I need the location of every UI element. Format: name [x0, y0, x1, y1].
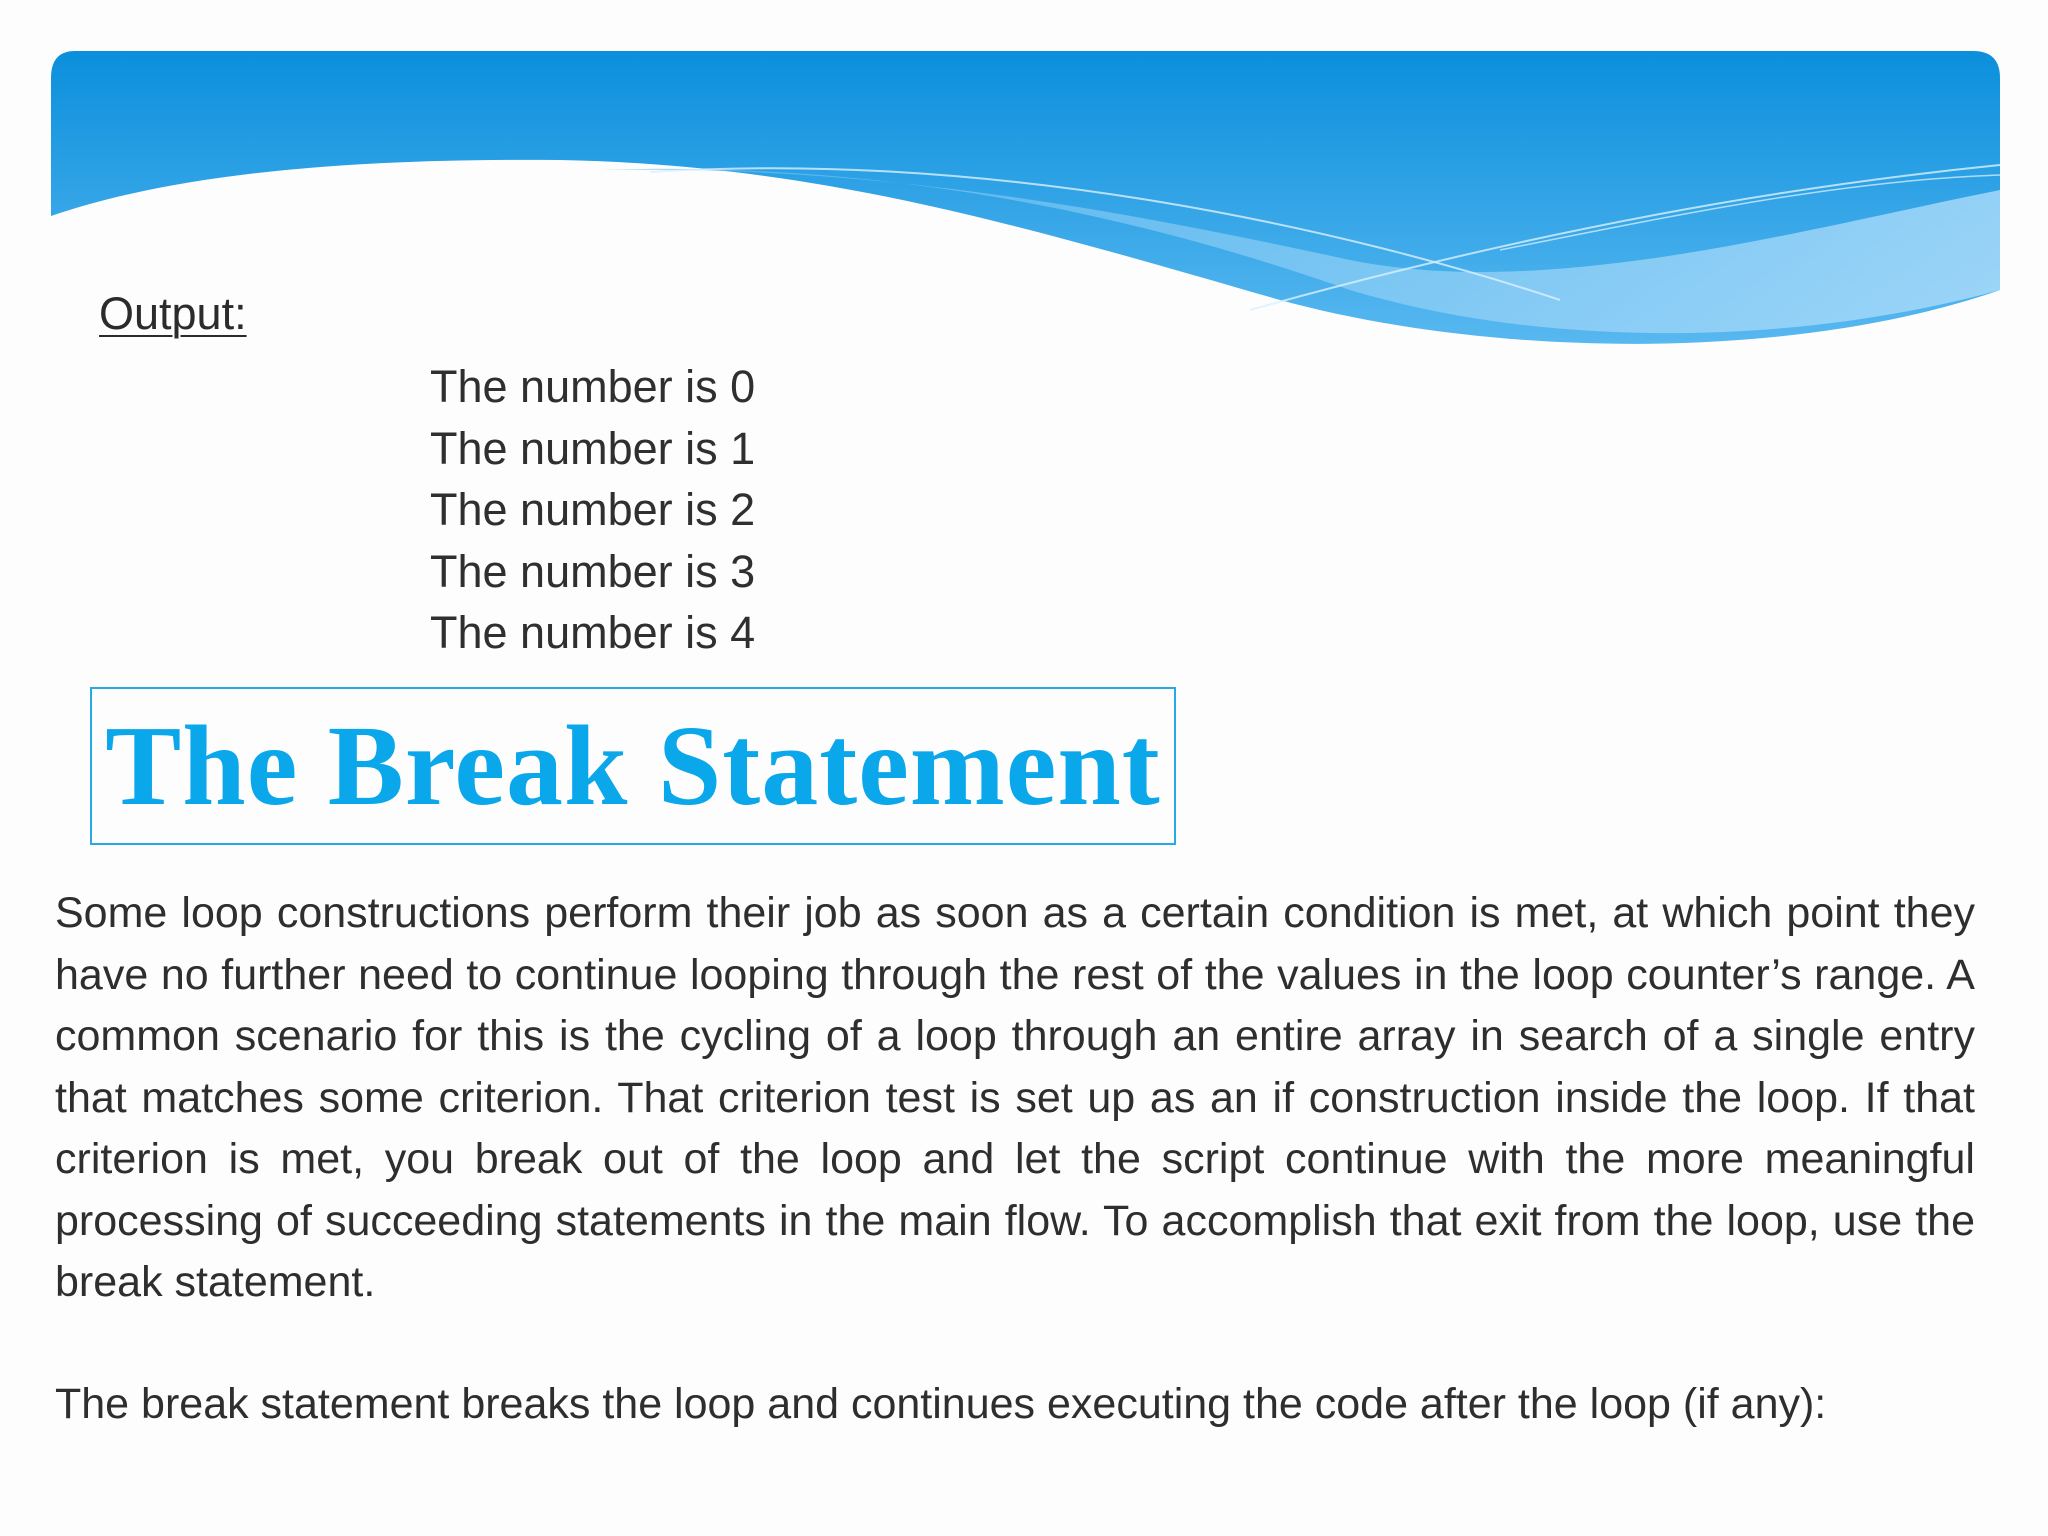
header-wave-banner: [0, 0, 2048, 360]
output-line: The number is 0: [430, 361, 756, 412]
body-paragraph-2: The break statement breaks the loop and continues executing the code after the loop (if any):: [55, 1380, 1827, 1428]
output-line: The number is 3: [430, 545, 756, 597]
section-title-box: [90, 687, 1176, 845]
output-line: The number is 1: [430, 422, 756, 474]
section-title: The Break Statement: [105, 702, 1161, 829]
body-paragraph-1: Some loop constructions perform their job as soon as a certain condition is met, at which point they have no further need to continue looping through the rest of the values in the loop counter’s range. A common scenario for this is the cycling of a loop through an entire array in search of a single entry that matches some criterion. That criterion test is set up as an if construction inside the loop. If that criterion is met, you break out of the loop and let the script continue with the more meaningful processing of succeeding statements in the main flow. To accomplish that exit from the loop, use the break statement.: [55, 889, 1975, 1306]
output-line: The number is 2: [430, 484, 756, 535]
output-lines: [430, 356, 755, 664]
output-line: The number is 4: [430, 607, 756, 658]
output-label: Output:: [99, 288, 247, 339]
